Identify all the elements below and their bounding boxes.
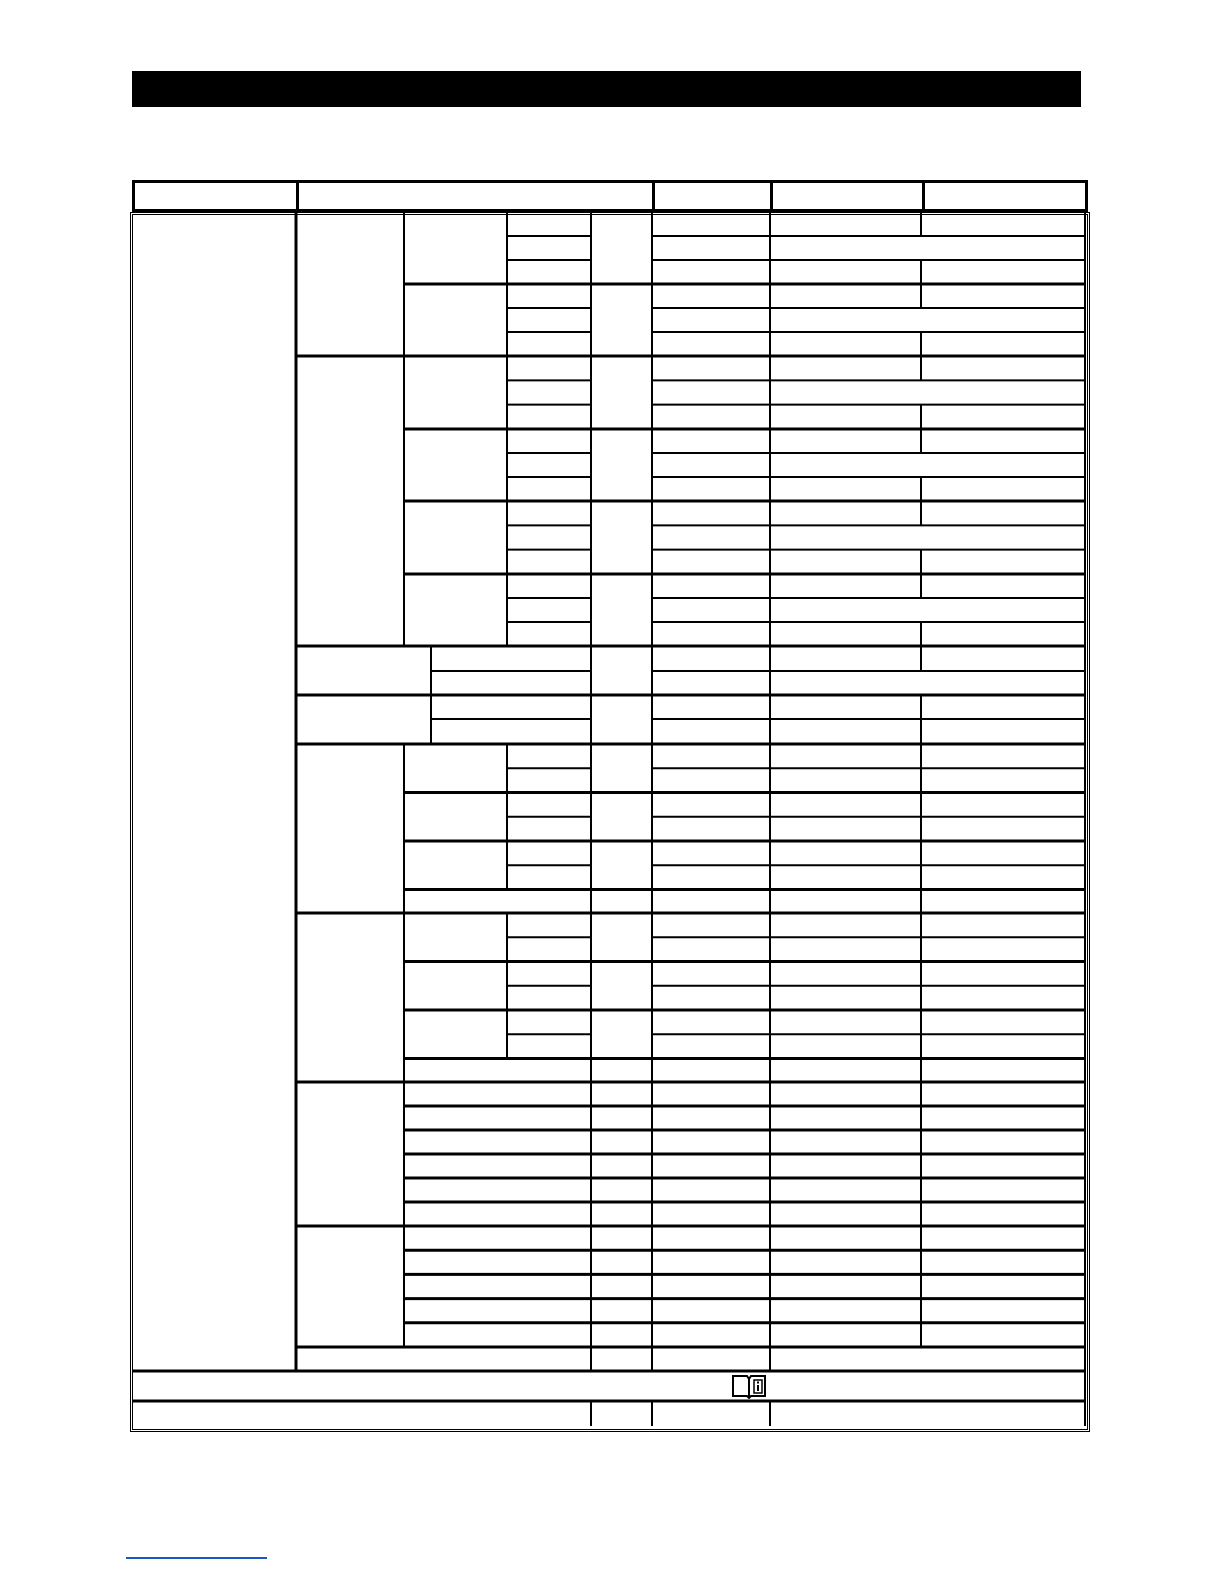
manual-book-icon — [731, 1373, 767, 1399]
footer-link-underline[interactable] — [126, 1557, 267, 1559]
